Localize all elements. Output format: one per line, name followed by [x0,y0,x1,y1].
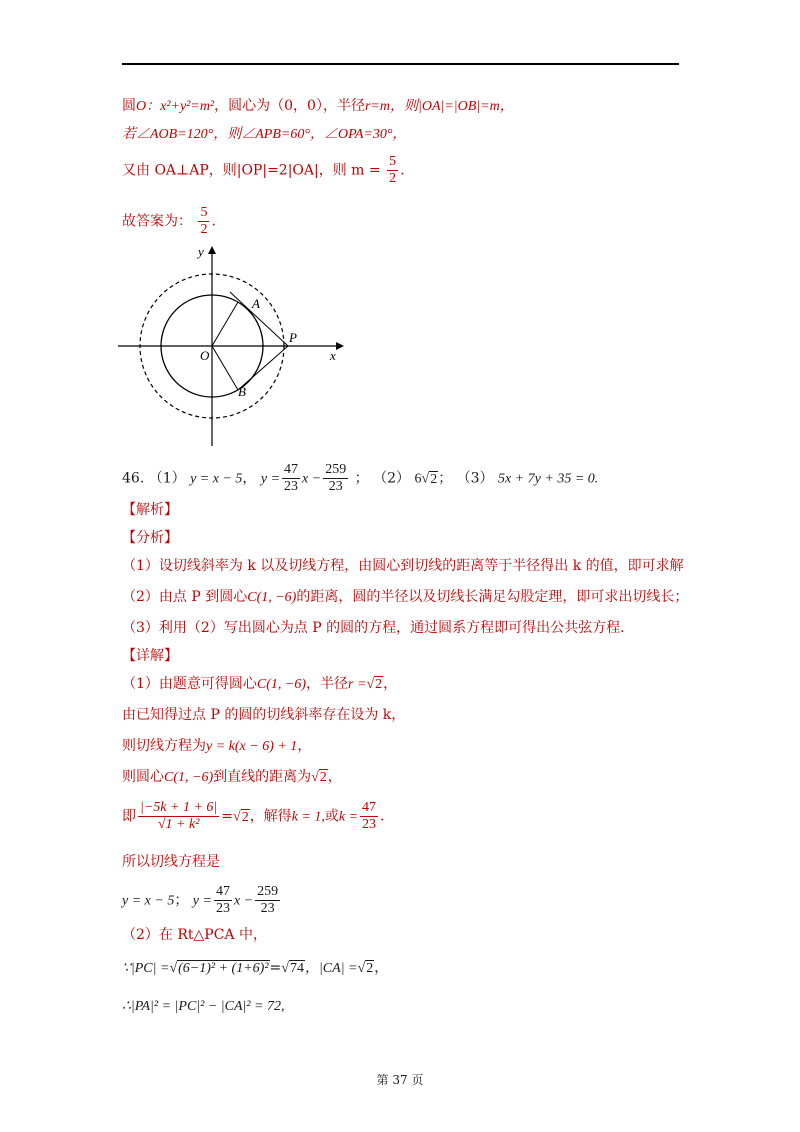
fraction [360,800,378,833]
text: . [211,213,216,230]
detail-6: 所以切线方程是 [122,854,220,870]
text: = [221,808,233,825]
text: 到直线的距离为 [213,769,312,785]
answer-3: 5x + 7y + 35 = 0. [498,471,599,487]
radicand: 2 [366,961,374,976]
separator: ； [354,470,369,487]
angle-statement: 若∠AOB=120°，则∠APB=60°，∠OPA=30°， [122,127,407,142]
detail-2: 由已知得过点 P 的圆的切线斜率存在设为 k， [122,707,406,723]
radius-ob [212,346,238,390]
text: ，圆心为（0，0），半径 [214,98,365,114]
detail-4: 则圆心C(1, −6)到直线的距离为√2， [122,769,342,785]
coefficient: 6 [414,471,422,487]
analysis-2 [122,587,688,608]
text: ，半径 [306,676,349,692]
text: ， [327,769,342,785]
radius-expr: r = [348,677,367,692]
heading-fenxi: 【分析】 [122,530,178,546]
solution-line-3 [122,154,405,187]
radicand: 2 [430,471,438,487]
q46-answer-line [122,462,598,495]
header-rule [122,63,679,65]
separator: ； [174,892,189,909]
answer-line [122,205,216,238]
separator: ， [242,470,257,487]
answer-label: 故答案为： [122,213,192,230]
label-a: A [252,296,260,311]
text: 或 [324,808,339,825]
analysis-1: （1）设切线斜率为 k 以及切线方程，由圆心到切线的距离等于半径得出 k 的值，即可求解 [122,558,684,574]
answer-2: 6√2 [414,471,438,487]
fraction-denominator: 23 [362,817,377,832]
heading-xiangjie: 【详解】 [122,648,178,664]
part-label: （2） [373,470,411,487]
fraction-denominator: 23 [284,479,299,494]
radicand: 74 [289,961,304,976]
detail-5: 即 $\frac{|-5k + 1 + 6|}{\text{√1 + k²}}$ =√2，解得k = 1,或k = $\frac{47}{23}$ . [122,800,385,832]
label-o: O [200,348,210,363]
fraction [387,154,398,187]
solution-line-2 [122,124,406,145]
label-b: B [238,384,246,399]
detail-7 [122,884,282,917]
fraction-numerator: 259 [325,462,347,477]
text: 即 [122,808,136,825]
radicand: 2 [319,770,327,785]
detail-1: （1）由题意可得圆心C(1, −6)，半径r =√2， [122,676,398,692]
k-value-2: k = [338,809,359,825]
question-number: 46. [122,470,145,487]
text: ，解得 [249,808,292,825]
separator: ； [438,470,453,487]
fraction-numerator: 5 [389,154,397,169]
text: ∵|PC| = [122,961,170,976]
tangent-line-1: y = x − 5 [122,893,175,909]
fraction [282,462,300,495]
radius-expr: r=m [364,99,390,114]
label-x: x [330,348,336,363]
fraction-denominator: 23 [215,901,230,916]
text: . [380,808,385,825]
detail-3 [122,736,311,757]
text: ，则|OA|=|OB|=m， [389,99,514,114]
page-number: 第 37 页 [376,1073,424,1087]
radius-oa [212,302,238,346]
fraction-numerator: |−5k + 1 + 6| [140,800,218,815]
center-c: C(1, −6) [256,677,307,692]
fraction-denominator: 2 [200,222,208,237]
text: ， [383,676,398,692]
k-value-1: k = 1, [291,809,325,825]
distance-fraction: $\frac{|-5k + 1 + 6|}{\text{√1 + k²}}$ [140,800,218,832]
fraction-numerator: 5 [200,205,208,220]
text: （2）由点 P 到圆心 [122,589,248,605]
label-p: P [289,330,297,345]
detail-10: ∴|PA|² = |PC|² − |CA|² = 72, [122,999,285,1014]
fraction-denominator: 1 + k² [165,817,200,832]
text: ， [297,738,312,754]
fraction-numerator: 47 [215,884,230,899]
fraction [323,462,348,495]
text: ， [374,960,389,976]
answer-1b-prefix: y = [260,471,281,487]
fraction [214,884,232,917]
center-c: C(1, −6) [164,770,214,785]
detail-8: （2）在 Rt△PCA 中， [122,927,267,943]
circle-tangent-figure [118,244,348,448]
text: 则切线方程为 [122,738,206,754]
part-label: （1） [148,470,186,487]
detail-9: ∵|PC| =√(6−1)² + (1+6)²=√74，|CA| =√2， [122,960,389,976]
fraction-numerator: 47 [284,462,299,477]
analysis-3: （3）利用（2）写出圆心为点 P 的圆的方程，通过圆系方程即可得出公共弦方程. [122,620,625,636]
text: x − [302,471,322,487]
fraction-denominator: 23 [260,901,275,916]
solution-line-1 [122,96,514,117]
text: ，|CA| = [304,961,358,976]
fraction-denominator: 2 [389,171,397,186]
radicand: (6−1)² + (1+6)² [178,961,269,976]
center-c: C(1, −6) [247,590,297,605]
tangent-line-2: y = [192,893,212,909]
text: 则圆心 [122,769,164,785]
circle-equation: O：x²+y²=m² [136,99,215,114]
label-y: y [198,244,204,259]
text: （1）由题意可得圆心 [122,676,257,692]
answer-1a: y = x − 5 [190,471,243,487]
fraction-denominator: 23 [328,479,343,494]
text: 又由 OA⊥AP，则|OP|=2|OA|，则 m = [122,162,381,179]
text: 的距离，圆的半径以及切线长满足勾股定理，即可求出切线长； [296,589,689,605]
text: . [400,162,405,179]
fraction-numerator: 259 [257,884,279,899]
radicand: 2 [375,677,383,692]
tangent-equation: y = k(x − 6) + 1 [206,739,298,754]
x-axis-arrow-icon [336,342,344,350]
answer-fraction [198,205,209,238]
text: x − [233,893,254,909]
fraction [255,884,280,917]
part-label: （3） [456,470,494,487]
radicand: 2 [241,809,249,825]
y-axis-arrow-icon [208,246,216,254]
heading-jiexi: 【解析】 [122,502,178,518]
text: 圆 [122,98,136,114]
text: = [269,960,282,976]
fraction-numerator: 47 [362,800,377,815]
